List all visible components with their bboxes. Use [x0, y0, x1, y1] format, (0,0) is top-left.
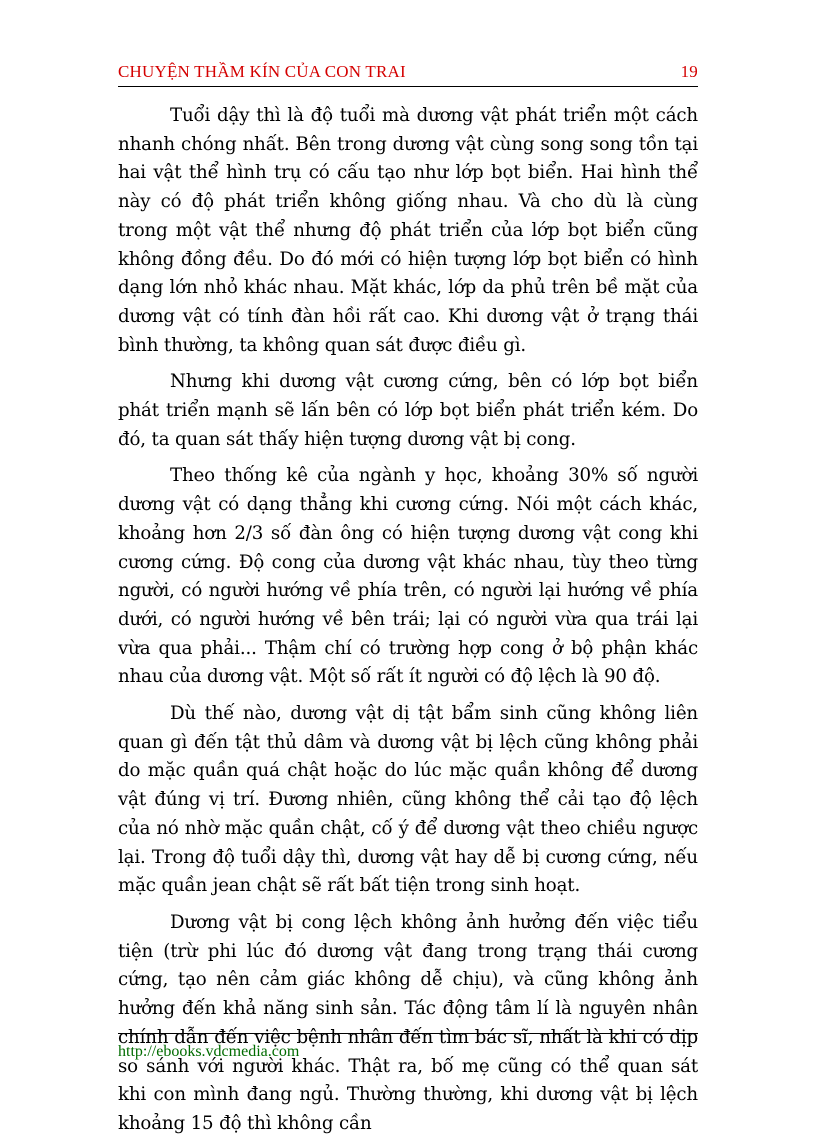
footer-url-link[interactable]: http://ebooks.vdcmedia.com	[118, 1043, 300, 1060]
book-title: CHUYỆN THẦM KÍN CỦA CON TRAI	[118, 62, 406, 81]
page-number: 19	[680, 62, 698, 81]
body-text	[118, 102, 698, 1147]
paragraph-4: Dù thế nào, dương vật dị tật bẩm sinh cũng không liên quan gì đến tật thủ dâm và dương vật bị lệch cũng không phải do mặc quần quá chật hoặc do lúc mặc quần không để dương vật đúng vị trí. Đương nhiên, cũng không thể cải tạo độ lệch của nó nhờ mặc quần chật, cố ý để dương vật theo chiều ngược lại. Trong độ tuổi dậy thì, dương vật hay dễ bị cương cứng, nếu mặc quần jean chật sẽ rất bất tiện trong sinh hoạt.	[118, 703, 698, 897]
page-header	[118, 62, 698, 86]
paragraph-2: Nhưng khi dương vật cương cứng, bên có lớp bọt biển phát triển mạnh sẽ lấn bên có lớp bọt biển phát triển kém. Do đó, ta quan sát thấy hiện tượng dương vật bị cong.	[118, 371, 698, 450]
header-divider	[118, 86, 698, 87]
paragraph-1: Tuổi dậy thì là độ tuổi mà dương vật phát triển một cách nhanh chóng nhất. Bên trong dương vật cùng song song tồn tại hai vật thể hình trụ có cấu tạo như lớp bọt biển. Hai hình thể này có độ phát triển không giống nhau. Và cho dù là cùng trong một vật thể nhưng độ phát triển của lớp bọt biển cũng không đồng đều. Do đó mới có hiện tượng lớp bọt biển có hình dạng lớn nhỏ khác nhau. Mặt khác, lớp da phủ trên bề mặt của dương vật có tính đàn hồi rất cao. Khi dương vật ở trạng thái bình thường, ta không quan sát được điều gì.	[118, 105, 698, 356]
paragraph-5: Dương vật bị cong lệch không ảnh hưởng đến việc tiểu tiện (trừ phi lúc đó dương vật đang trong trạng thái cương cứng, tạo nên cảm giác không dễ chịu), và cũng không ảnh hưởng đến khả năng sinh sản. Tác động tâm lí là nguyên nhân chính dẫn đến việc bệnh nhân đến tìm bác sĩ, nhất là khi có dịp so sánh với người khác. Thật ra, bố mẹ cũng có thể quan sát khi con mình đang ngủ. Thường thường, khi dương vật bị lệch khoảng 15 độ thì không cần	[118, 911, 698, 1134]
footer-divider	[118, 1033, 698, 1034]
paragraph-3: Theo thống kê của ngành y học, khoảng 30% số người dương vật có dạng thẳng khi cương cứng. Nói một cách khác, khoảng hơn 2/3 số đàn ông có hiện tượng dương vật cong khi cương cứng. Độ cong của dương vật khác nhau, tùy theo từng người, có người hướng về phía trên, có người lại hướng về phía dưới, có người hướng về bên trái; lại có người vừa qua trái lại vừa qua phải... Thậm chí có trường hợp cong ở bộ phận khác nhau của dương vật. Một số rất ít người có độ lệch là 90 độ.	[118, 465, 698, 688]
